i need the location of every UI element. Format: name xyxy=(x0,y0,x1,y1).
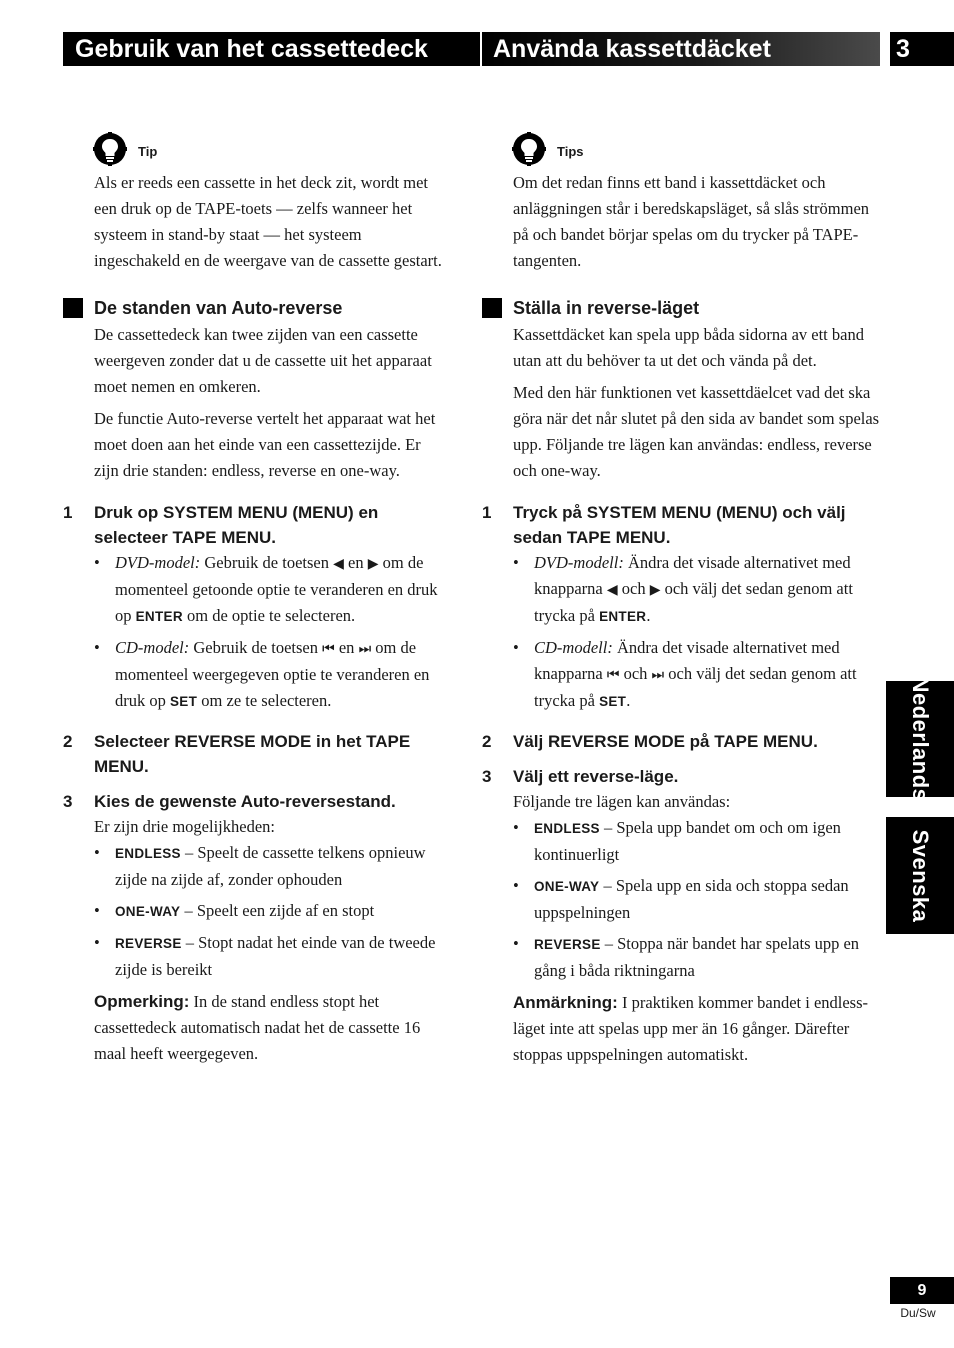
tip-label: Tip xyxy=(138,144,158,159)
language-tab-nederlands xyxy=(886,676,954,802)
note-text: I praktiken kommer bandet i endless-läget inte att spelas upp mer än 16 gånger. Därefter stoppas uppspelningen automatiskt. xyxy=(513,993,869,1064)
section-heading xyxy=(63,296,443,322)
bullet-text: om de optie te selecteren. xyxy=(182,606,356,625)
step-bullets xyxy=(94,550,443,715)
key-label: SET xyxy=(599,694,627,709)
bullet-text: Ändra det visade alternativet med knapparna xyxy=(534,638,840,683)
model-label: CD-modell: xyxy=(534,638,613,657)
model-label: DVD-modell: xyxy=(534,553,624,572)
mode-list xyxy=(513,815,882,984)
step-title: Selecteer REVERSE MODE in het TAPE MENU. xyxy=(94,732,411,776)
list-item: • DVD-model: Gebruik de toetsen ◀ en ▶ om de momenteel getoonde optie te veranderen en druk op ENTER om de optie te selecteren. xyxy=(94,553,438,625)
note-label: Opmerking: xyxy=(94,992,190,1011)
mode-key: ONE-WAY xyxy=(115,904,181,919)
section-title: De standen van Auto-reverse xyxy=(94,298,343,318)
section-paragraph-2: De functie Auto-reverse vertelt het apparaat wat het moet doen aan het einde van een cassettezijde. Er zijn drie standen: endless, reverse en one-way. xyxy=(94,409,436,480)
tip-label: Tips xyxy=(557,144,584,159)
step-title: Druk op SYSTEM MENU (MENU) en selecteer TAPE MENU. xyxy=(94,503,379,547)
step-number: 1 xyxy=(63,503,73,522)
skip-back-icon: ⏮ xyxy=(606,667,620,683)
tip-text: Om det redan finns ett band i kassettdäcket och anläggningen står i beredskapsläget, så slås strömmen på och bandet börjar spelas om du trycker på TAPE-tangenten. xyxy=(513,173,870,270)
skip-forward-icon: ⏭ xyxy=(358,641,372,657)
section-heading xyxy=(482,296,882,322)
mode-text: – Stoppa när bandet har spelats upp en gång i båda riktningarna xyxy=(534,934,860,980)
page-number: 9 xyxy=(890,1277,954,1304)
bullet-text: och xyxy=(619,664,652,683)
step-bullets xyxy=(513,550,882,715)
bullet-text: . xyxy=(626,691,631,710)
mode-text: – Spela upp bandet om och om igen kontinuerligt xyxy=(534,818,841,864)
lightbulb-icon xyxy=(93,132,127,166)
header-title-swedish: Använda kassettdäcket xyxy=(482,32,880,66)
list-item: • CD-modell: Ändra det visade alternativet med knapparna ⏮ och ⏭ och välj det sedan genom att trycka på SET. xyxy=(513,638,857,710)
list-item: • ENDLESS – Speelt de cassette telkens opnieuw zijde na zijde af, zonder ophouden xyxy=(94,843,426,889)
mode-key: REVERSE xyxy=(534,937,601,952)
step-title: Välj ett reverse-läge. xyxy=(513,767,679,786)
step-1 xyxy=(63,500,443,715)
section-marker-icon xyxy=(482,298,502,318)
bullet-text: och välj det sedan genom att trycka på xyxy=(534,579,853,625)
skip-back-icon: ⏮ xyxy=(322,641,335,657)
section-paragraph-2: Med den här funktionen vet kassettdäelcet vad det ska göra när det når slutet på den sida av bandet som spelas upp. Följande tre lägen kan användas: endless, reverse och one-way. xyxy=(513,383,880,480)
list-item: • CD-model: Gebruik de toetsen ⏮ en ⏭ om de momenteel weergegeven optie te veranderen en druk op SET om ze te selecteren. xyxy=(94,638,430,710)
step-number: 2 xyxy=(63,732,73,751)
step-2 xyxy=(482,729,882,754)
note xyxy=(94,989,443,1067)
step-description: Följande tre lägen kan användas: xyxy=(513,792,731,811)
bullet-text: en xyxy=(334,638,359,657)
bullet-text: Gebruik de toetsen xyxy=(189,638,323,657)
mode-key: REVERSE xyxy=(115,936,182,951)
key-label: ENTER xyxy=(135,609,183,624)
left-arrow-icon: ◀ xyxy=(606,582,618,598)
model-label: DVD-model: xyxy=(115,553,201,572)
step-title: Välj REVERSE MODE på TAPE MENU. xyxy=(513,732,818,751)
key-label: ENTER xyxy=(599,609,647,624)
swedish-column xyxy=(482,132,882,1068)
note-label: Anmärkning: xyxy=(513,993,618,1012)
mode-key: ENDLESS xyxy=(115,846,181,861)
tip-header xyxy=(63,132,443,170)
key-label: SET xyxy=(170,694,198,709)
model-label: CD-model: xyxy=(115,638,190,657)
bullet-text: om de momenteel weergegeven optie te veranderen en druk op xyxy=(115,638,430,710)
bullet-text: Gebruik de toetsen xyxy=(200,553,334,572)
language-tab-svenska xyxy=(886,817,954,934)
bullet-text: om ze te selecteren. xyxy=(197,691,332,710)
step-number: 1 xyxy=(482,503,492,522)
step-1 xyxy=(482,500,882,715)
skip-forward-icon: ⏭ xyxy=(651,667,665,683)
bullet-text: och xyxy=(617,579,650,598)
list-item: • REVERSE – Stoppa när bandet har spelats upp en gång i båda riktningarna xyxy=(513,934,860,980)
note-text: In de stand endless stopt het cassettedeck automatisch nadat het de cassette 16 maal heeft weergegeven. xyxy=(94,992,421,1063)
tip-text: Als er reeds een cassette in het deck zit, wordt met een druk op de TAPE-toets — zelfs wanneer het systeem in stand-by staat — het systeem ingeschakeld en de weergave van de cassette gestart. xyxy=(94,173,442,270)
section-marker-icon xyxy=(63,298,83,318)
lightbulb-icon xyxy=(512,132,546,166)
dutch-column xyxy=(63,132,443,1067)
bullet-text: en xyxy=(343,553,368,572)
list-item: • ENDLESS – Spela upp bandet om och om igen kontinuerligt xyxy=(513,818,841,864)
step-number: 2 xyxy=(482,732,492,751)
list-item: • REVERSE – Stopt nadat het einde van de tweede zijde is bereikt xyxy=(94,933,436,979)
left-arrow-icon: ◀ xyxy=(333,556,344,572)
header-title-dutch: Gebruik van het cassettedeck xyxy=(63,32,480,66)
chapter-number: 3 xyxy=(890,32,954,66)
step-3 xyxy=(63,789,443,983)
bullet-text: om de momenteel getoonde optie te veranderen en druk op xyxy=(115,553,438,625)
step-number: 3 xyxy=(482,767,492,786)
mode-key: ONE-WAY xyxy=(534,879,600,894)
step-2 xyxy=(63,729,443,779)
step-title: Tryck på SYSTEM MENU (MENU) och välj sedan TAPE MENU. xyxy=(513,503,846,547)
step-3 xyxy=(482,764,882,984)
language-tab-label: Nederlands xyxy=(908,676,933,802)
mode-text: – Stopt nadat het einde van de tweede zijde is bereikt xyxy=(115,933,436,979)
mode-key: ENDLESS xyxy=(534,821,600,836)
bullet-text: . xyxy=(646,606,651,625)
step-title: Kies de gewenste Auto-reversestand. xyxy=(94,792,396,811)
bullet-text: och välj det sedan genom att trycka på xyxy=(534,664,857,710)
section-title: Ställa in reverse-läget xyxy=(513,298,700,318)
section-paragraph-1: Kassettdäcket kan spela upp båda sidorna av ett band utan att du behöver ta ut det och vända på det. xyxy=(513,325,864,370)
language-tab-label: Svenska xyxy=(908,829,933,922)
list-item: • DVD-modell: Ändra det visade alternativet med knapparna ◀ och ▶ och välj det sedan genom att trycka på ENTER. xyxy=(513,553,853,625)
list-item: • ONE-WAY – Speelt een zijde af en stopt xyxy=(94,901,375,920)
bullet-text: Ändra det visade alternativet med knapparna xyxy=(534,553,851,598)
step-description: Er zijn drie mogelijkheden: xyxy=(94,817,275,836)
right-arrow-icon: ▶ xyxy=(367,556,379,572)
note xyxy=(513,990,882,1068)
mode-text: – Spela upp en sida och stoppa sedan uppspelningen xyxy=(534,876,849,922)
step-number: 3 xyxy=(63,792,73,811)
list-item: • ONE-WAY – Spela upp en sida och stoppa sedan uppspelningen xyxy=(513,876,849,922)
tip-header xyxy=(482,132,882,170)
right-arrow-icon: ▶ xyxy=(649,582,661,598)
section-paragraph-1: De cassettedeck kan twee zijden van een cassette weergeven zonder dat u de cassette uit het apparaat moet nemen en omkeren. xyxy=(94,325,432,396)
mode-text: – Speelt de cassette telkens opnieuw zijde na zijde af, zonder ophouden xyxy=(115,843,426,889)
mode-list xyxy=(94,840,443,983)
mode-text: – Speelt een zijde af en stopt xyxy=(180,901,375,920)
page-language-code: Du/Sw xyxy=(900,1306,936,1320)
